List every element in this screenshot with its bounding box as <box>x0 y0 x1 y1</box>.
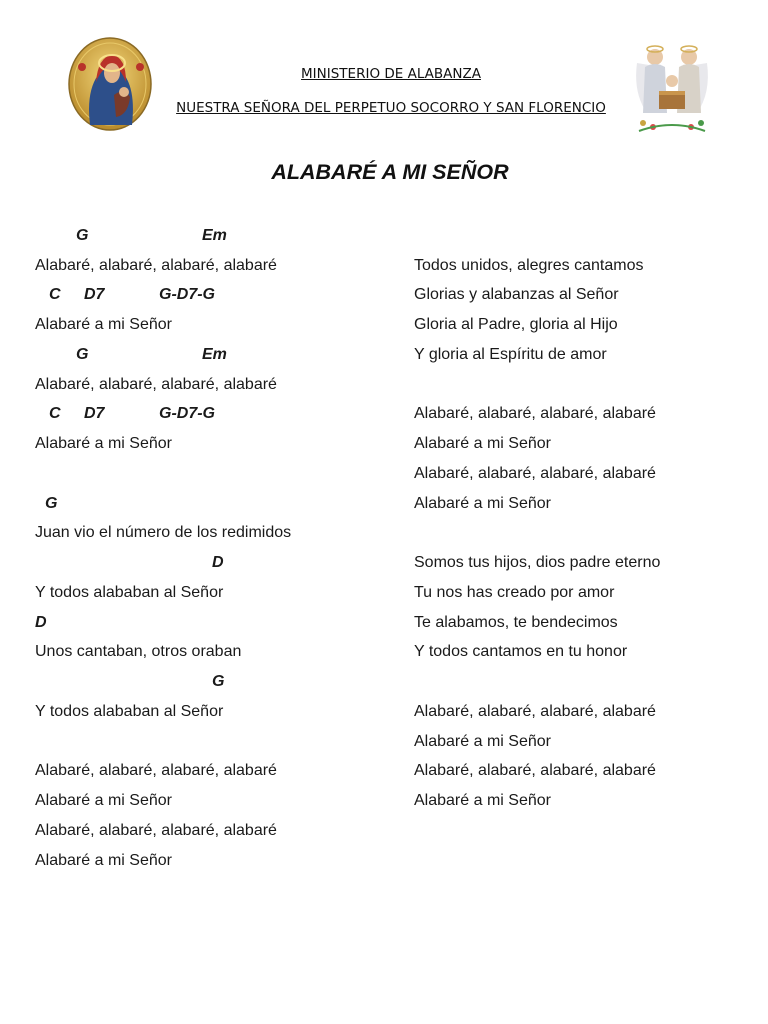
saint-figures-image <box>633 33 711 137</box>
chord: D7 <box>84 286 105 303</box>
lyric-line: Alabaré a mi Señor <box>35 316 172 333</box>
chord: G <box>76 346 89 363</box>
lyric-line: Alabaré a mi Señor <box>35 792 172 809</box>
chord: D <box>35 614 47 631</box>
chord: Em <box>202 227 227 244</box>
perpetual-help-icon-image <box>68 37 152 131</box>
lyric-line: Alabaré a mi Señor <box>35 435 172 452</box>
lyric-line: Y todos cantamos en tu honor <box>414 643 628 660</box>
lyric-line: Alabaré a mi Señor <box>35 852 172 869</box>
lyric-line: Alabaré, alabaré, alabaré, alabaré <box>35 257 277 274</box>
chord: D7 <box>84 405 105 422</box>
lyric-line: Alabaré, alabaré, alabaré, alabaré <box>414 703 656 720</box>
lyric-line: Alabaré a mi Señor <box>414 733 551 750</box>
parish-heading: NUESTRA SEÑORA DEL PERPETUO SOCORRO Y SAN FLORENCIO <box>176 100 606 116</box>
lyric-line: Unos cantaban, otros oraban <box>35 643 242 660</box>
lyric-line: Todos unidos, alegres cantamos <box>414 257 644 274</box>
lyric-line: Y todos alababan al Señor <box>35 584 224 601</box>
lyric-line: Alabaré, alabaré, alabaré, alabaré <box>35 762 277 779</box>
lyric-line: Juan vio el número de los redimidos <box>35 524 292 541</box>
lyric-line: Alabaré, alabaré, alabaré, alabaré <box>35 822 277 839</box>
lyric-line: Alabaré a mi Señor <box>414 495 551 512</box>
chord: C <box>49 286 61 303</box>
chord: Em <box>202 346 227 363</box>
chord: G <box>45 495 58 512</box>
lyric-line: Alabaré, alabaré, alabaré, alabaré <box>414 465 656 482</box>
chord: G-D7-G <box>159 405 215 422</box>
chord: G <box>212 673 225 690</box>
lyric-line: Y gloria al Espíritu de amor <box>414 346 607 363</box>
chord: G-D7-G <box>159 286 215 303</box>
lyric-line: Alabaré, alabaré, alabaré, alabaré <box>414 405 656 422</box>
lyric-line: Alabaré, alabaré, alabaré, alabaré <box>35 376 277 393</box>
chord: G <box>76 227 89 244</box>
ministry-heading: MINISTERIO DE ALABANZA <box>301 66 481 82</box>
lyric-line: Alabaré a mi Señor <box>414 435 551 452</box>
lyric-line: Somos tus hijos, dios padre eterno <box>414 554 661 571</box>
lyric-line: Alabaré, alabaré, alabaré, alabaré <box>414 762 656 779</box>
song-title: ALABARÉ A MI SEÑOR <box>271 160 509 184</box>
lyric-line: Gloria al Padre, gloria al Hijo <box>414 316 618 333</box>
lyric-line: Y todos alababan al Señor <box>35 703 224 720</box>
lyric-line: Te alabamos, te bendecimos <box>414 614 618 631</box>
lyric-line: Alabaré a mi Señor <box>414 792 551 809</box>
chord: D <box>212 554 224 571</box>
chord: C <box>49 405 61 422</box>
lyric-line: Glorias y alabanzas al Señor <box>414 286 619 303</box>
lyric-line: Tu nos has creado por amor <box>414 584 615 601</box>
